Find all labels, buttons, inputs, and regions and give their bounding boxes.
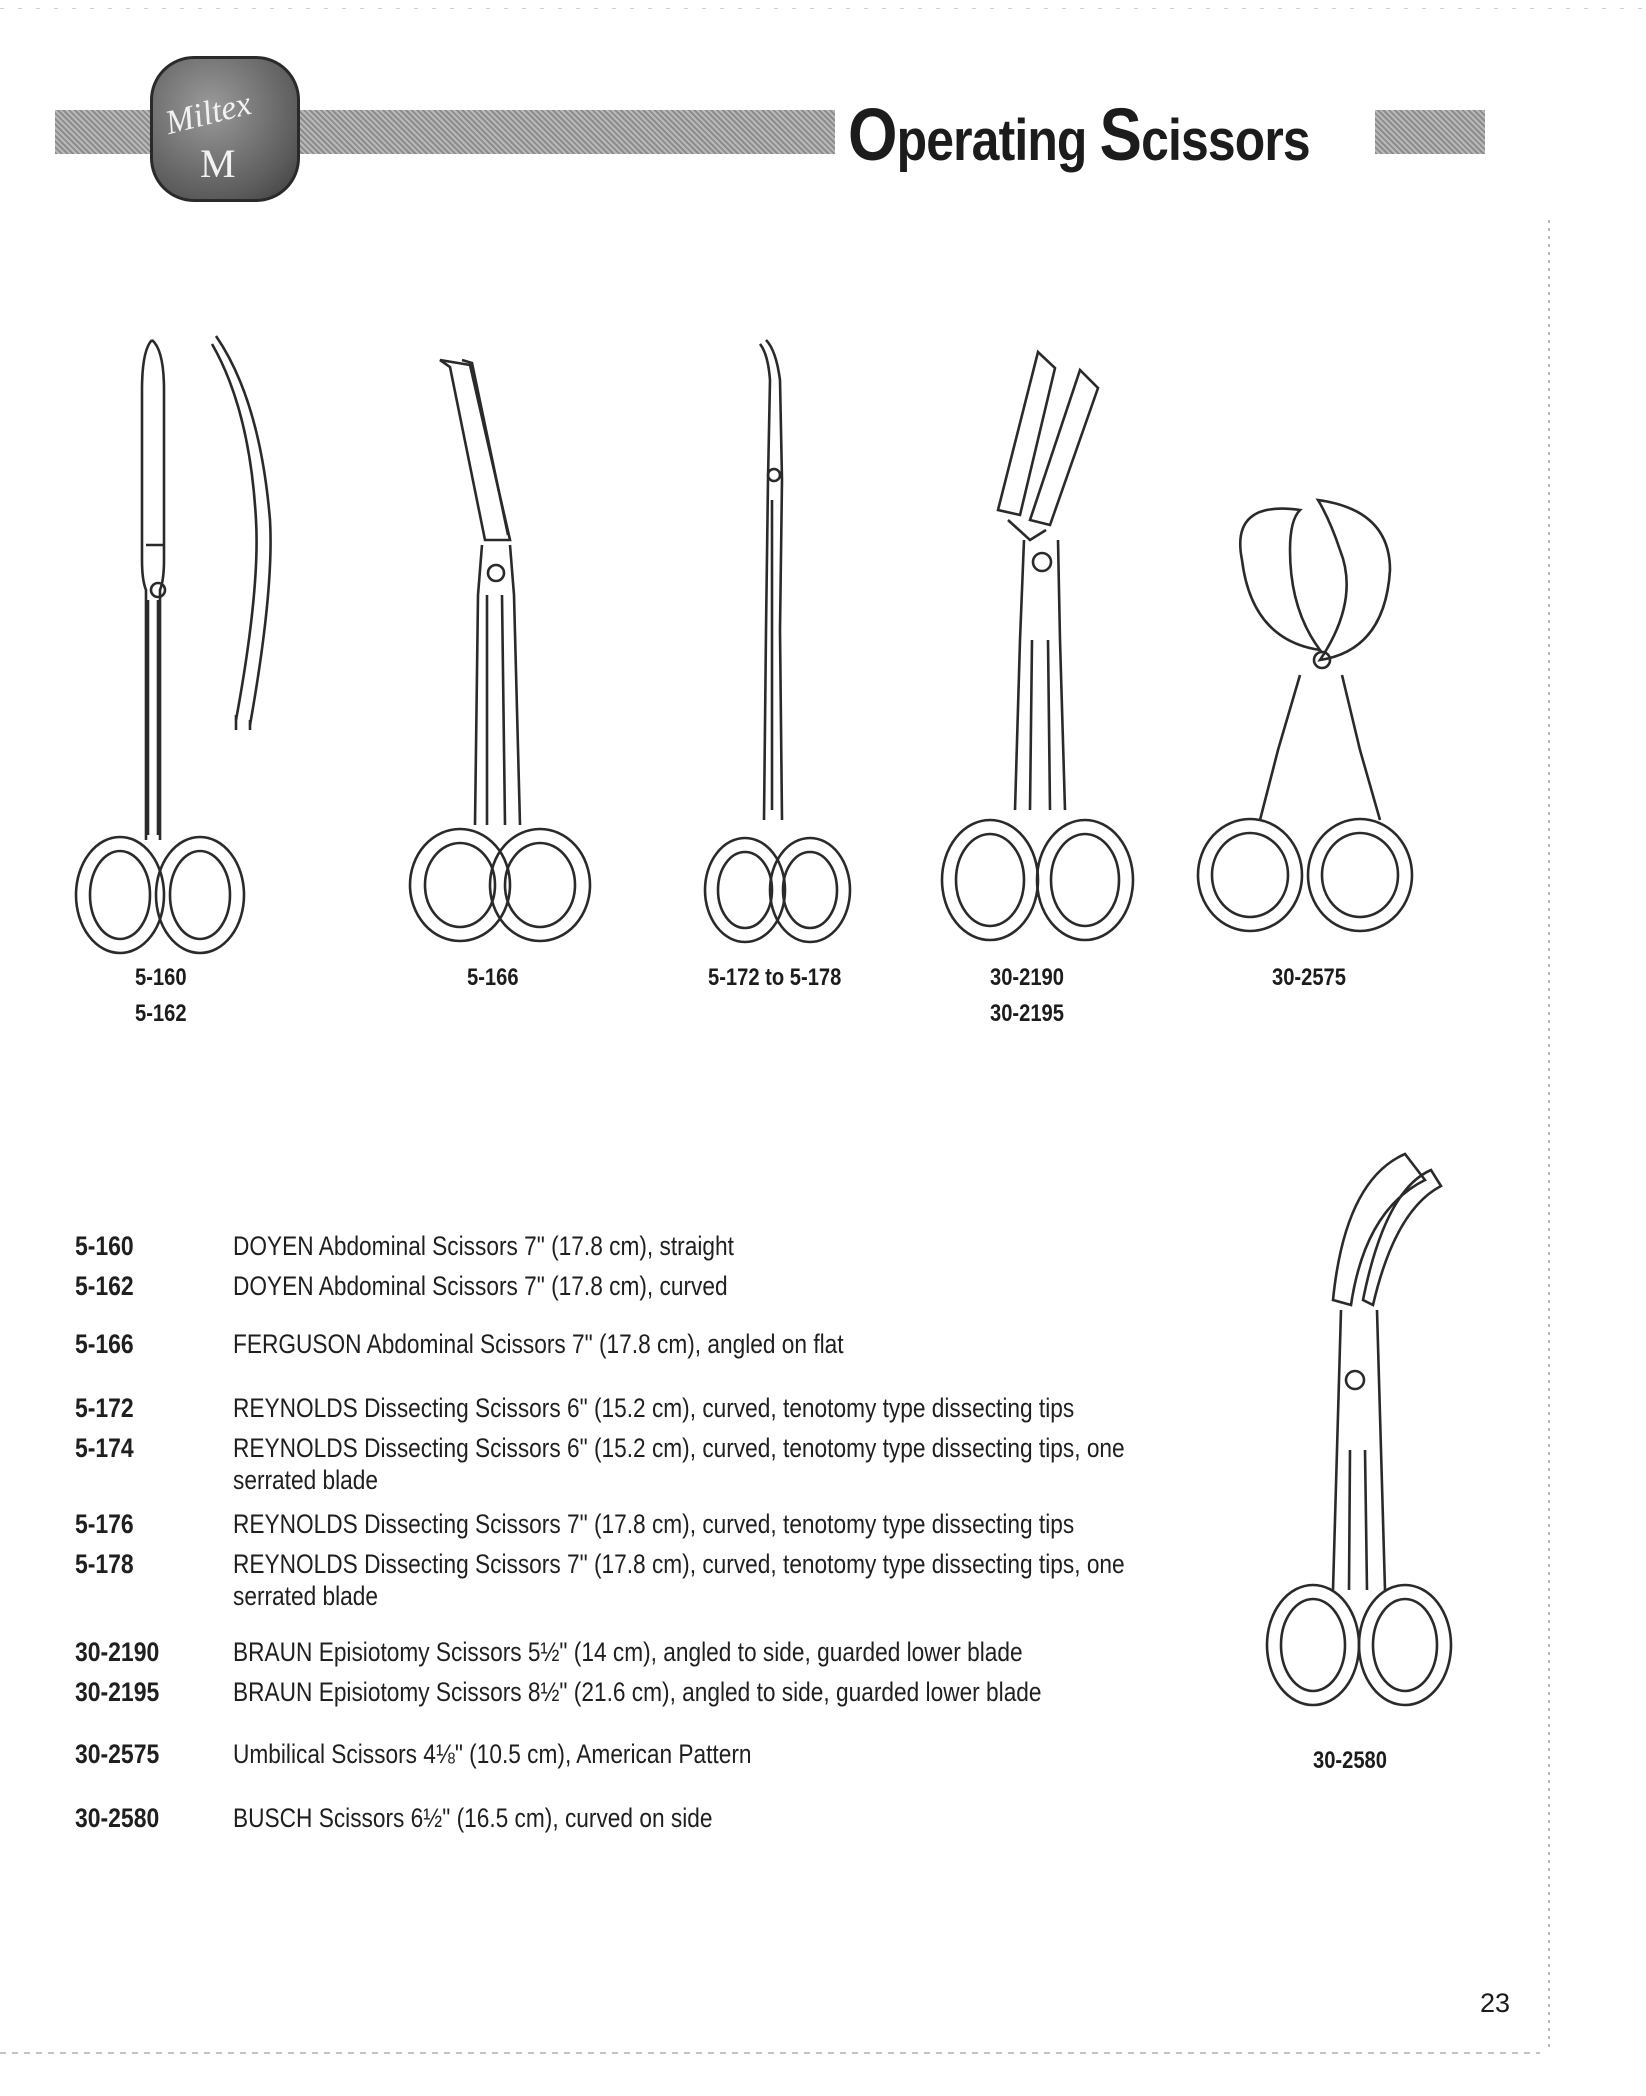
illustration-caption-1b: 5-162 <box>135 1000 187 1027</box>
catalog-description: DOYEN Abdominal Scissors 7" (17.8 cm), straight <box>233 1231 734 1261</box>
catalog-description: BRAUN Episiotomy Scissors 5½" (14 cm), angled to side, guarded lower blade <box>233 1637 1023 1667</box>
illustration-caption-2: 5-166 <box>467 964 519 991</box>
catalog-code: 5-166 <box>75 1329 134 1359</box>
scan-edge-bottom <box>0 2052 1540 2054</box>
busch-scissors-icon <box>1255 1150 1465 1720</box>
straight-and-curved-scissors-icon <box>60 330 290 950</box>
catalog-description: REYNOLDS Dissecting Scissors 6" (15.2 cm), curved, tenotomy type dissecting tips <box>233 1393 1075 1423</box>
catalog-code: 5-174 <box>75 1433 134 1463</box>
header-bar-middle <box>290 110 835 154</box>
catalog-description: REYNOLDS Dissecting Scissors 7" (17.8 cm), curved, tenotomy type dissecting tips <box>233 1509 1075 1539</box>
brand-logo-mark: M <box>200 141 236 186</box>
title-cap-o: O <box>848 93 897 176</box>
angled-scissors-icon <box>390 355 610 945</box>
catalog-description: BRAUN Episiotomy Scissors 8½" (21.6 cm), angled to side, guarded lower blade <box>233 1677 1042 1707</box>
brand-logo-text: Miltex <box>161 85 255 142</box>
catalog-code: 30-2580 <box>75 1803 160 1833</box>
episiotomy-scissors-icon <box>920 340 1160 950</box>
title-word2: cissors <box>1141 108 1310 173</box>
catalog-description: BUSCH Scissors 6½" (16.5 cm), curved on side <box>233 1803 713 1833</box>
catalog-code: 5-172 <box>75 1393 134 1423</box>
page-number: 23 <box>1480 1988 1511 2018</box>
catalog-description: REYNOLDS Dissecting Scissors 6" (15.2 cm), curved, tenotomy type dissecting tips, one serrated blade <box>233 1433 1125 1495</box>
scan-edge-right <box>1548 220 1550 2050</box>
catalog-description: DOYEN Abdominal Scissors 7" (17.8 cm), curved <box>233 1271 728 1301</box>
header-bar-left <box>55 110 155 154</box>
catalog-code: 30-2190 <box>75 1637 160 1667</box>
dissecting-scissors-icon <box>690 340 860 940</box>
header-bar-right <box>1375 110 1485 154</box>
catalog-code: 30-2195 <box>75 1677 160 1707</box>
catalog-description: FERGUSON Abdominal Scissors 7" (17.8 cm), angled on flat <box>233 1329 844 1359</box>
illustration-caption-4a: 30-2190 <box>990 964 1064 991</box>
catalog-code: 5-162 <box>75 1271 134 1301</box>
catalog-description: REYNOLDS Dissecting Scissors 7" (17.8 cm), curved, tenotomy type dissecting tips, one serrated blade <box>233 1549 1125 1611</box>
umbilical-scissors-icon <box>1190 490 1420 940</box>
scan-edge-top <box>0 8 1646 9</box>
catalog-code: 30-2575 <box>75 1739 160 1769</box>
illustration-caption-6: 30-2580 <box>1313 1747 1387 1774</box>
catalog-description: Umbilical Scissors 4⅛" (10.5 cm), American Pattern <box>233 1739 752 1769</box>
catalog-code: 5-178 <box>75 1549 134 1579</box>
title-cap-s: S <box>1099 93 1142 176</box>
illustration-caption-1a: 5-160 <box>135 964 187 991</box>
illustration-caption-3: 5-172 to 5-178 <box>708 964 842 991</box>
illustration-caption-5: 30-2575 <box>1272 964 1346 991</box>
catalog-code: 5-176 <box>75 1509 134 1539</box>
page-title <box>848 92 1310 177</box>
catalog-code: 5-160 <box>75 1231 134 1261</box>
title-word1: perating <box>896 108 1100 173</box>
illustration-caption-4b: 30-2195 <box>990 1000 1064 1027</box>
